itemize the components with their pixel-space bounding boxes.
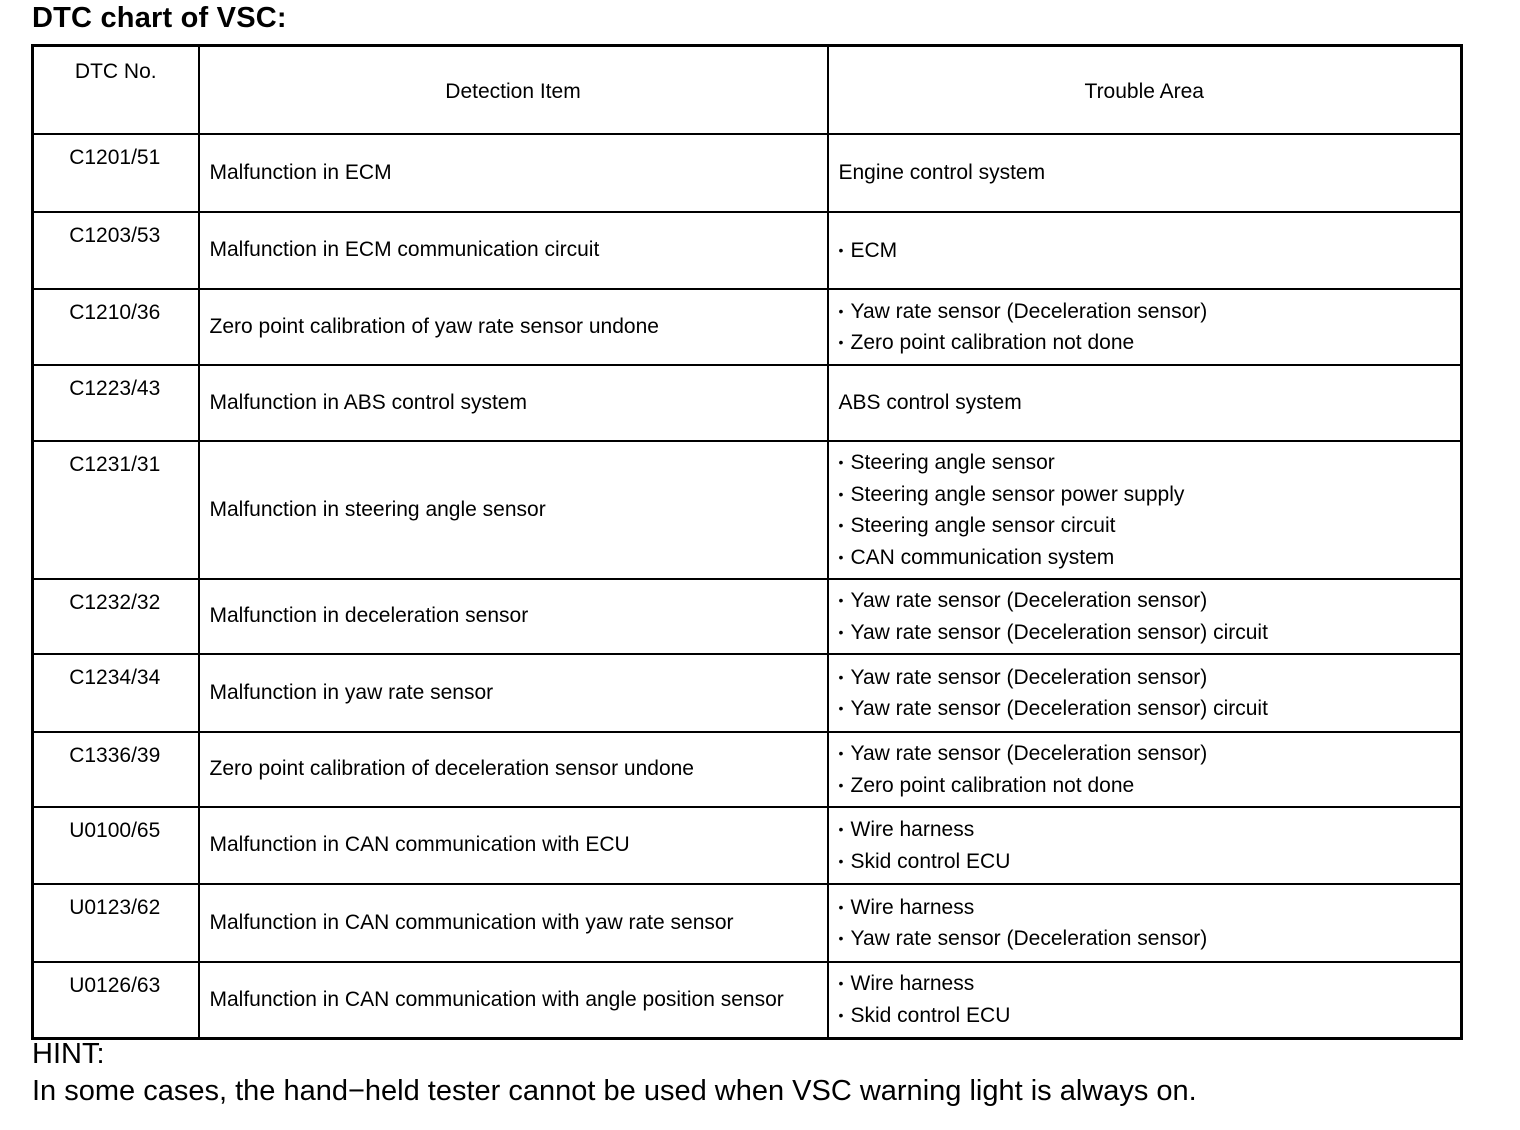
trouble-area-line [839, 617, 1461, 649]
trouble-area-line [839, 327, 1461, 359]
trouble-area-cell [828, 654, 1462, 732]
dtc-code-cell: C1336/39 [33, 732, 199, 807]
bullet-icon: • [838, 898, 844, 915]
trouble-area-text: Yaw rate sensor (Deceleration sensor) circuit [850, 697, 1268, 720]
detection-item-cell: Malfunction in CAN communication with angle position sensor [199, 962, 828, 1038]
bullet-icon: • [838, 930, 844, 946]
bullet-icon: • [838, 852, 844, 869]
trouble-area-text: Steering angle sensor circuit [850, 514, 1116, 537]
dtc-code-cell: C1223/43 [33, 365, 199, 441]
trouble-area-line [839, 770, 1461, 802]
detection-item-cell: Zero point calibration of yaw rate sensor undone [199, 289, 828, 365]
trouble-area-text: Engine control system [838, 160, 1046, 184]
bullet-icon: • [838, 745, 844, 761]
trouble-area-text: Yaw rate sensor (Deceleration sensor) [850, 927, 1208, 950]
trouble-area-text: ECM [850, 238, 898, 262]
detection-item-cell: Malfunction in deceleration sensor [199, 579, 828, 654]
trouble-area-line [839, 542, 1461, 574]
bullet-icon: • [838, 975, 844, 992]
trouble-area-line [839, 296, 1461, 328]
hint-label: HINT: [32, 1038, 105, 1070]
trouble-area-text: Zero point calibration not done [850, 331, 1135, 354]
trouble-area-cell [828, 441, 1462, 579]
dtc-code-cell: U0126/63 [33, 962, 199, 1038]
bullet-icon: • [838, 517, 844, 533]
table-row [33, 441, 1462, 579]
table-row [33, 579, 1462, 654]
bullet-icon: • [838, 241, 844, 258]
bullet-icon: • [838, 334, 844, 350]
dtc-code-cell: C1231/31 [33, 441, 199, 579]
dtc-code-cell: C1203/53 [33, 212, 199, 289]
trouble-area-text: Yaw rate sensor (Deceleration sensor) [850, 299, 1208, 323]
header-detection-item: Detection Item [199, 46, 828, 135]
bullet-icon: • [838, 623, 844, 640]
header-trouble-area: Trouble Area [828, 46, 1462, 135]
bullet-icon: • [838, 1006, 844, 1023]
detection-item-cell: Malfunction in CAN communication with ECU [199, 807, 828, 884]
table-header-row [33, 46, 1462, 135]
detection-item-cell: Malfunction in ECM [199, 134, 828, 212]
trouble-area-line [839, 158, 1461, 189]
bullet-icon: • [838, 485, 844, 502]
trouble-area-line [839, 388, 1461, 419]
trouble-area-cell [828, 962, 1462, 1038]
trouble-area-cell [828, 134, 1462, 212]
dtc-code-cell: C1201/51 [33, 134, 199, 212]
trouble-area-cell [828, 212, 1462, 289]
trouble-area-text: Zero point calibration not done [850, 773, 1135, 797]
dtc-code-cell: C1232/32 [33, 579, 199, 654]
trouble-area-line [839, 662, 1461, 694]
bullet-icon: • [838, 548, 844, 565]
bullet-icon: • [838, 821, 844, 837]
dtc-code-cell: U0123/62 [33, 884, 199, 962]
trouble-area-line [839, 1000, 1461, 1032]
detection-item-cell: Malfunction in CAN communication with yaw rate sensor [199, 884, 828, 962]
bullet-icon: • [838, 454, 844, 470]
table-row [33, 962, 1462, 1038]
dtc-code-cell: C1210/36 [33, 289, 199, 365]
trouble-area-cell [828, 732, 1462, 807]
trouble-area-line [839, 892, 1461, 924]
trouble-area-cell [828, 289, 1462, 365]
trouble-area-cell [828, 579, 1462, 654]
bullet-icon: • [838, 776, 844, 793]
trouble-area-text: CAN communication system [850, 545, 1115, 569]
trouble-area-text: Steering angle sensor power supply [850, 482, 1185, 506]
hint-text: In some cases, the hand−held tester cannot be used when VSC warning light is always on. [32, 1075, 1197, 1107]
dtc-table [31, 44, 1463, 1040]
table-row [33, 807, 1462, 884]
trouble-area-line [839, 447, 1461, 479]
bullet-icon: • [838, 592, 844, 608]
trouble-area-line [839, 923, 1461, 955]
trouble-area-cell [828, 365, 1462, 441]
dtc-code-cell: C1234/34 [33, 654, 199, 732]
trouble-area-line [839, 479, 1461, 511]
trouble-area-text: Steering angle sensor [850, 451, 1055, 474]
table-row [33, 884, 1462, 962]
trouble-area-text: Wire harness [850, 895, 975, 919]
detection-item-cell: Malfunction in ECM communication circuit [199, 212, 828, 289]
table-row [33, 134, 1462, 212]
detection-item-cell: Malfunction in steering angle sensor [199, 441, 828, 579]
trouble-area-text: Yaw rate sensor (Deceleration sensor) [850, 742, 1208, 765]
trouble-area-line [839, 738, 1461, 770]
bullet-icon: • [838, 302, 844, 319]
trouble-area-line [839, 968, 1461, 1000]
trouble-area-text: Skid control ECU [850, 1003, 1011, 1027]
trouble-area-text: Skid control ECU [850, 849, 1011, 873]
trouble-area-text: Wire harness [850, 818, 975, 841]
detection-item-cell: Malfunction in ABS control system [199, 365, 828, 441]
trouble-area-cell [828, 807, 1462, 884]
trouble-area-line [839, 846, 1461, 878]
trouble-area-line [839, 235, 1461, 267]
trouble-area-line [839, 585, 1461, 617]
page-title: DTC chart of VSC: [32, 2, 287, 34]
trouble-area-text: Yaw rate sensor (Deceleration sensor) circuit [850, 620, 1268, 644]
table-row [33, 212, 1462, 289]
trouble-area-line [839, 814, 1461, 846]
trouble-area-text: Yaw rate sensor (Deceleration sensor) [850, 589, 1208, 612]
detection-item-cell: Zero point calibration of deceleration sensor undone [199, 732, 828, 807]
header-dtc-no: DTC No. [33, 46, 199, 135]
bullet-icon: • [838, 668, 844, 685]
trouble-area-text: Yaw rate sensor (Deceleration sensor) [850, 665, 1208, 689]
trouble-area-line [839, 510, 1461, 542]
table-row [33, 654, 1462, 732]
table-row [33, 289, 1462, 365]
table-row [33, 365, 1462, 441]
trouble-area-cell [828, 884, 1462, 962]
dtc-code-cell: U0100/65 [33, 807, 199, 884]
bullet-icon: • [838, 700, 844, 716]
detection-item-cell: Malfunction in yaw rate sensor [199, 654, 828, 732]
trouble-area-text: ABS control system [838, 390, 1022, 414]
trouble-area-line [839, 693, 1461, 725]
table-body [33, 134, 1462, 1038]
trouble-area-text: Wire harness [850, 972, 975, 996]
table-row [33, 732, 1462, 807]
